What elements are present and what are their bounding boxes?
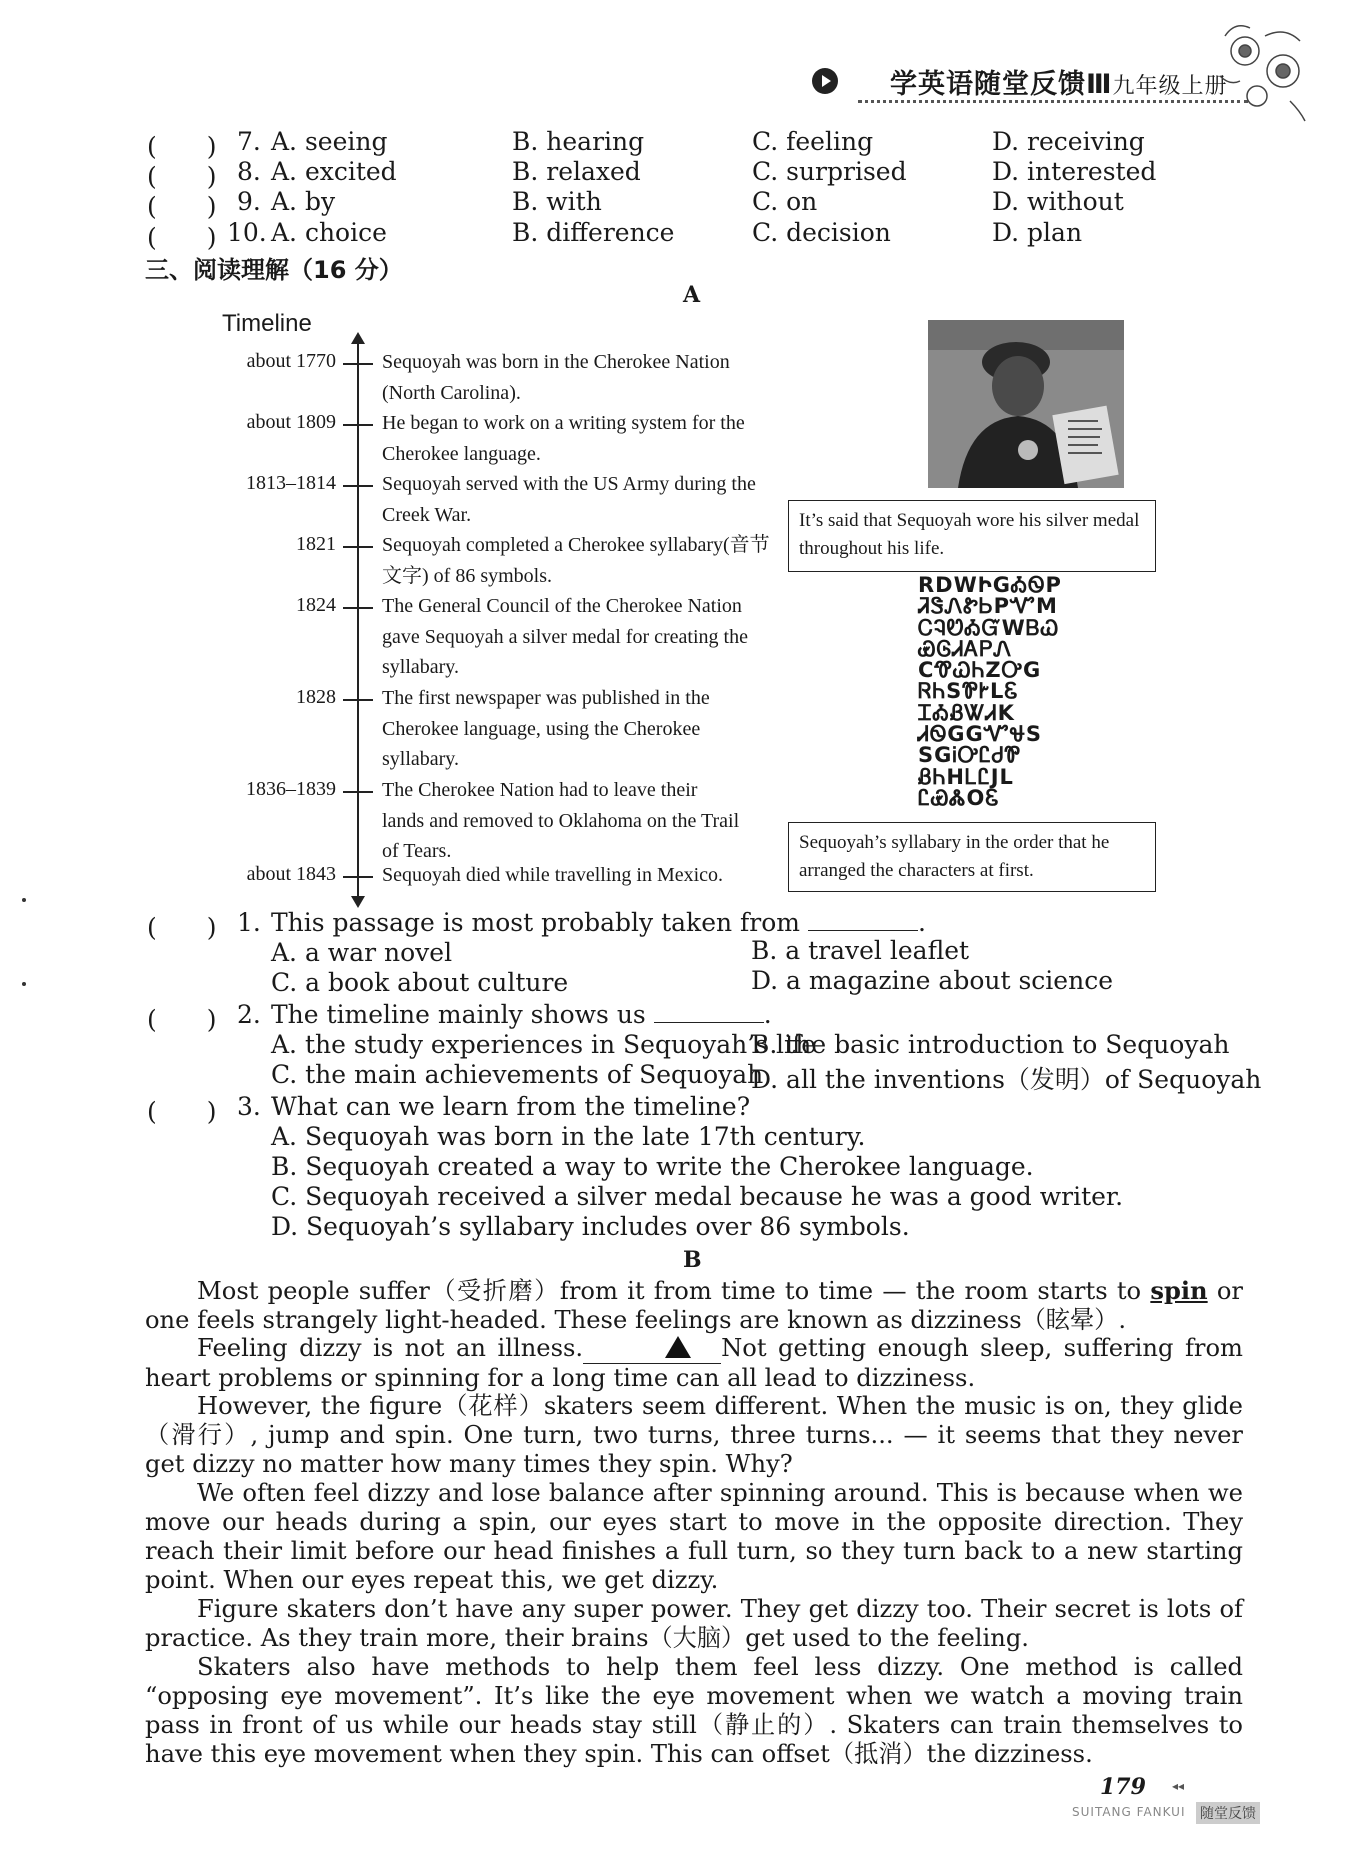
question-stem: What can we learn from the timeline? (271, 1092, 751, 1121)
timeline-date: about 1809 (246, 411, 336, 433)
stem-text: This passage is most probably taken from (271, 908, 801, 937)
timeline-event: Sequoyah completed a Cherokee syllabary(音节文字) of 86 symbols. (382, 534, 770, 587)
syllabary-row: ᏆᎣᏰᏔᏗK (918, 700, 1015, 725)
option-b: B. hearing (512, 127, 645, 156)
syllabary-row: CᏡᏇᏂZᎤG (918, 658, 1042, 683)
option-c: C. feeling (752, 127, 874, 156)
option-row-10 (147, 218, 1083, 254)
timeline-date: 1836–1839 (246, 778, 336, 800)
answer-paren: ( ) (147, 162, 217, 191)
passage-b-paragraph-5: Figure skaters don’t have any super power. They get dizzy too. Their secret is lots of practice. As they train more, their brains（大脑）get used to the feeling. (145, 1595, 1243, 1652)
option-c: C. on (752, 187, 818, 216)
option-b: B. the basic introduction to Sequoyah (751, 1030, 1230, 1059)
answer-blank (654, 1000, 764, 1023)
timeline-event: The Cherokee Nation had to leave their lands and removed to Oklahoma on the Trail of Tears. (382, 779, 740, 862)
passage-b-paragraph-4: We often feel dizzy and lose balance after spinning around. This is because when we move our heads during a spin, our eyes start to move in the opposite direction. They reach their limit before our head finishes a full turn, so they turn back to a new starting point. When our eyes repeat this, we get dizzy. (145, 1479, 1243, 1594)
answer-paren: ( ) (147, 192, 217, 221)
passage-b-paragraph-1 (145, 1276, 1243, 1335)
question-number: 10. (227, 218, 267, 247)
stem-text: The timeline mainly shows us (271, 1000, 646, 1029)
syllabary-row: ᏯᎶᏗᎪᏢᏁ (918, 636, 1013, 661)
syllabary-row: ᏟᎸᏬᎣᏳWᏴᏇ (918, 615, 1060, 640)
double-arrow-icon: ◂◂ (1172, 1779, 1185, 1793)
answer-blank (808, 908, 918, 931)
book-title (890, 62, 1228, 101)
timeline-tick (343, 699, 373, 701)
timeline-tick (343, 546, 373, 548)
section-heading: 三、阅读理解（16 分） (145, 256, 403, 284)
paragraph-text: Not getting enough sleep, suffering from heart problems or spinning for a long time can all lead to dizziness. (145, 1334, 1243, 1392)
timeline-event: Sequoyah died while travelling in Mexico. (382, 864, 724, 886)
option-a: A. the study experiences in Sequoyah’s life (271, 1030, 817, 1059)
book-title-main: 学英语随堂反馈Ⅲ (890, 69, 1113, 100)
paragraph-text: or one feels strangely light-headed. These feelings are known as dizziness（眩晕）. (145, 1277, 1243, 1334)
play-circle-icon (812, 68, 838, 94)
timeline-event: Sequoyah was born in the Cherokee Nation (North Carolina). (382, 351, 730, 404)
timeline-event: The General Council of the Cherokee Nation gave Sequoyah a silver medal for creating the syllabary. (382, 595, 748, 678)
answer-paren: ( ) (147, 1005, 217, 1034)
answer-paren: ( ) (147, 223, 217, 252)
flower-ornament-icon (1205, 16, 1315, 126)
timeline-event: The first newspaper was published in the Cherokee language, using the Cherokee syllabary. (382, 687, 710, 770)
option-c: C. surprised (752, 157, 907, 186)
question-number: 2. (237, 1000, 261, 1029)
option-b: B. Sequoyah created a way to write the Cherokee language. (271, 1152, 1034, 1181)
passage-a-label: A (683, 282, 701, 308)
timeline-tick (343, 607, 373, 609)
footer-brand-en: SUITANG FANKUI (1072, 1805, 1186, 1819)
question-number: 9. (237, 187, 261, 216)
timeline-event: Sequoyah served with the US Army during the Creek War. (382, 473, 756, 526)
option-a: A. a war novel (271, 938, 453, 967)
question-stem (271, 908, 926, 937)
stem-end: . (917, 908, 926, 937)
syllabary-row: ᏒᏂSᏈᎨLᏋ (918, 679, 1019, 704)
question-number: 8. (237, 157, 261, 186)
option-a: A. seeing (271, 127, 388, 156)
sequoyah-portrait (928, 320, 1124, 488)
option-a: A. Sequoyah was born in the late 17th century. (271, 1122, 866, 1151)
question-1 (147, 908, 926, 944)
timeline-date: 1828 (296, 686, 336, 708)
option-c: C. decision (752, 218, 891, 247)
option-d: D. receiving (992, 127, 1145, 156)
medal-caption: It’s said that Sequoyah wore his silver medal throughout his life. (788, 500, 1156, 572)
option-d: D. interested (992, 157, 1157, 186)
timeline-date: 1813–1814 (246, 472, 336, 494)
question-number: 3. (237, 1092, 261, 1121)
footer-brand-cn: 随堂反馈 (1196, 1802, 1260, 1824)
paragraph-text: Most people suffer（受折磨）from it from time to time — the room starts to (197, 1277, 1151, 1305)
syllabary-row: ᏰᏂHᏞᏝJL (918, 764, 1014, 789)
syllabary-row: RDWԻGᎣᏫP (918, 573, 1062, 597)
timeline-tick (343, 485, 373, 487)
option-b: B. a travel leaflet (751, 936, 970, 965)
page-number: 179 (1100, 1774, 1146, 1800)
option-a: A. choice (271, 218, 387, 247)
paragraph-text: Feeling dizzy is not an illness. (197, 1334, 584, 1362)
syllabary-caption: Sequoyah’s syllabary in the order that he arranged the characters at first. (788, 822, 1156, 892)
syllabary-row: SGᎥᎤᏝᏧᏈ (918, 743, 1022, 768)
blank-marker (583, 1334, 721, 1364)
question-number: 7. (237, 127, 261, 156)
passage-b-label: B (683, 1247, 702, 1273)
option-a: A. by (271, 187, 336, 216)
passage-b-paragraph-3: However, the figure（花样）skaters seem different. When the music is on, they glide（滑行）, jump and spin. One turn, two turns, three turns... — it seems that they never get dizzy no matter how many times they spin. Why? (145, 1392, 1243, 1478)
stem-end: . (763, 1000, 772, 1029)
passage-b-paragraph-2 (145, 1334, 1243, 1393)
option-b: B. difference (512, 218, 675, 247)
triangle-icon (665, 1336, 691, 1358)
underlined-word: spin (1150, 1276, 1208, 1305)
syllabary-row: ᏝᏯᏜOᏋ (918, 785, 1000, 810)
timeline-tick (343, 791, 373, 793)
book-subtitle: 九年级上册 (1112, 74, 1228, 99)
timeline-title: Timeline (222, 310, 312, 337)
option-d: D. without (992, 187, 1124, 216)
option-c: C. the main achievements of Sequoyah (271, 1060, 764, 1089)
timeline-tick (343, 424, 373, 426)
passage-b-paragraph-6: Skaters also have methods to help them feel less dizzy. One method is called “opposing eye movement”. It’s like the eye movement when we watch a moving train pass in front of us while our heads stay still（静止的）. Skaters can train themselves to have this eye movement when they spin. This can offset（抵消）the dizziness. (145, 1653, 1243, 1768)
timeline-event: He began to work on a writing system for the Cherokee language. (382, 412, 745, 465)
syllabary-chart (918, 575, 1148, 809)
syllabary-row: ᏗᏫGGᏉᏠS (918, 722, 1042, 747)
question-stem (271, 1000, 772, 1029)
option-c: C. a book about culture (271, 968, 569, 997)
option-b: B. relaxed (512, 157, 641, 186)
timeline-date: about 1770 (246, 350, 336, 372)
question-3 (147, 1092, 751, 1128)
question-number: 1. (237, 908, 261, 937)
timeline-date: 1821 (296, 533, 336, 555)
timeline-tick (343, 876, 373, 878)
arrow-down-icon (351, 896, 365, 908)
answer-paren: ( ) (147, 1097, 217, 1126)
option-d: D. Sequoyah’s syllabary includes over 86 symbols. (271, 1212, 910, 1241)
margin-mark (22, 898, 26, 902)
timeline-date: 1824 (296, 594, 336, 616)
option-d: D. all the inventions（发明）of Sequoyah (751, 1065, 1262, 1094)
syllabary-row: ᏘᏕᏁᏑᏏPᏉM (918, 594, 1058, 619)
timeline-date: about 1843 (246, 863, 336, 885)
option-d: D. plan (992, 218, 1083, 247)
option-b: B. with (512, 187, 602, 216)
option-a: A. excited (271, 157, 397, 186)
answer-paren: ( ) (147, 132, 217, 161)
option-d: D. a magazine about science (751, 966, 1113, 995)
timeline-tick (343, 363, 373, 365)
header-divider (858, 100, 1248, 103)
question-2 (147, 1000, 772, 1036)
option-c: C. Sequoyah received a silver medal because he was a good writer. (271, 1182, 1124, 1211)
margin-mark (22, 982, 26, 986)
answer-paren: ( ) (147, 913, 217, 942)
